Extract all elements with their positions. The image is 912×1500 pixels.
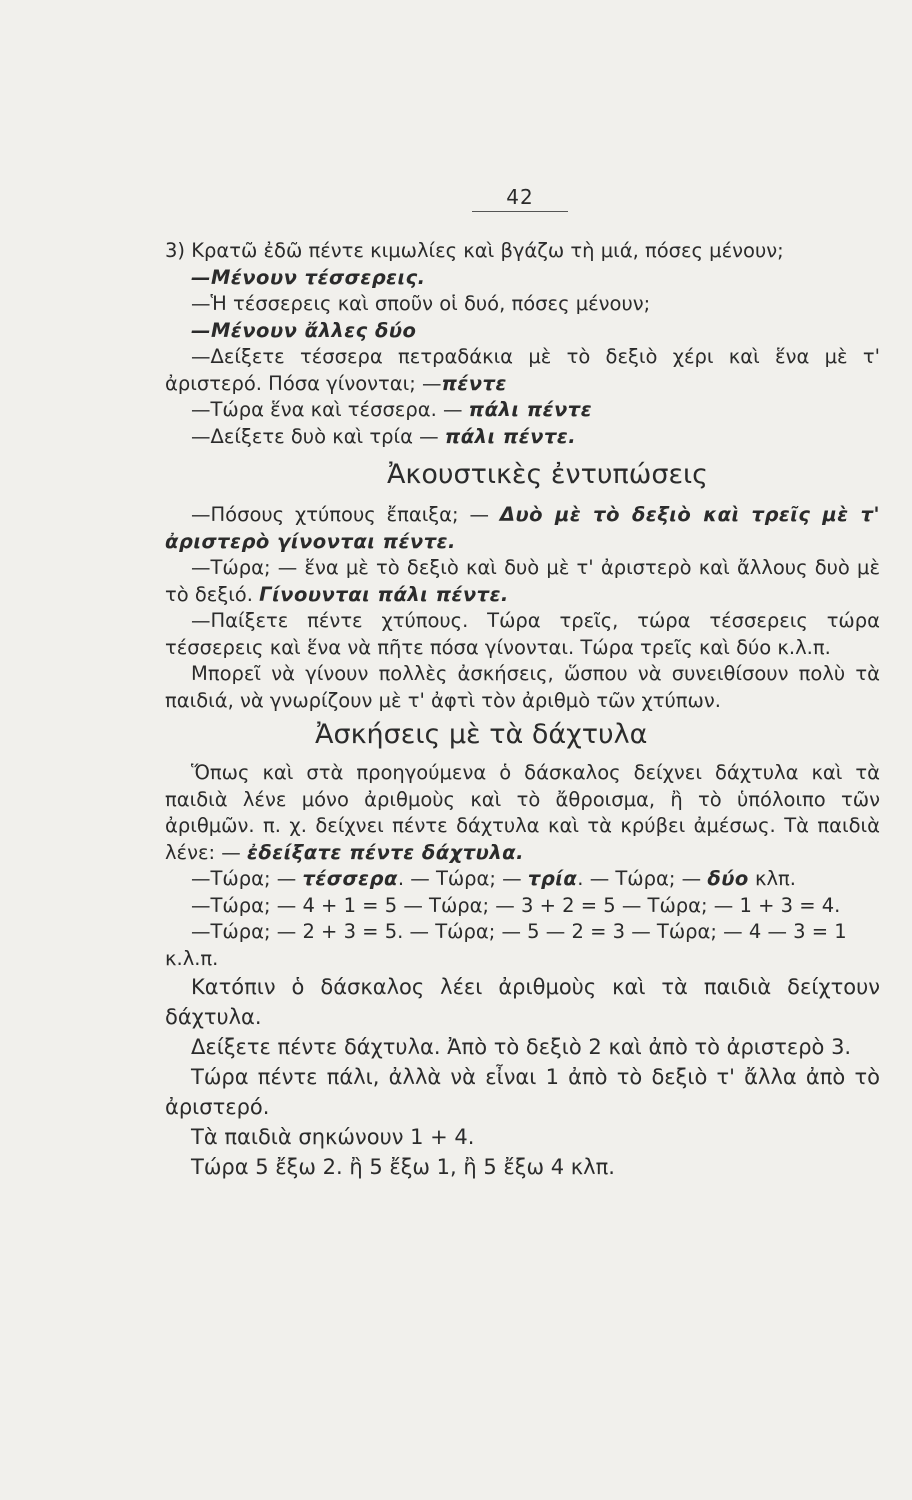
section-heading: Ἀκουστικὲς ἐντυπώσεις [386,459,709,490]
text-line: —Τώρα; — [191,867,303,890]
paragraph [165,291,880,318]
text-line: —Τώρα; — 2 + 3 = 5. — Τώρα; — 5 — 2 = 3 — Τώρα; — 4 — 3 = 1 [191,920,847,943]
section-heading: Ἀσκήσεις μὲ τὰ δάχτυλα [315,719,648,750]
text-line: . — Τώρα; — [577,867,708,890]
text-line: —Δείξετε δυὸ καὶ τρία — [191,424,445,448]
text-line: —Δείξετε τέσσερα πετραδάκια μὲ τὸ δεξιὸ χέρι καὶ ἕνα μὲ τ' ἀριστερό. Πόσα γίνονται; — [165,345,880,395]
page-number: 42 [472,185,568,212]
answer-text: —Μένουν τέσσερεις. [191,265,426,289]
answer-text: τέσσερα [302,867,398,890]
paragraph [165,397,880,424]
paragraph [165,555,880,608]
answer-text: Δυὸ μὲ τὸ δεξιὸ καὶ τρεῖς μὲ τ' ἀριστερὸ γίνονται πέντε. [165,503,881,553]
paragraph [165,1152,880,1182]
paragraph [165,424,880,451]
text-line: —Τώρα ἕνα καὶ τέσσερα. — [191,398,469,421]
paragraph [165,893,880,920]
paragraph [165,238,880,265]
answer-text: πάλι πέντε. [444,424,577,448]
paragraph [165,760,880,866]
paragraph [165,318,880,345]
answer-text: τρία [527,867,578,890]
page-body [165,238,880,1182]
text-line: Δείξετε πέντε δάχτυλα. Ἀπὸ τὸ δεξιὸ 2 καὶ ἀπὸ τὸ ἀριστερὸ 3. [191,1035,852,1059]
text-line: —Ἡ τέσσερεις καὶ σποῦν οἱ δυό, πόσες μένουν; [191,292,651,315]
answer-text: —Μένουν ἄλλες δύο [191,318,417,342]
answer-text: ἐδείξατε πέντε δάχτυλα. [246,840,524,864]
text-line: —Παίξετε πέντε χτύπους. Τώρα τρεῖς, τώρα τέσσερεις τώρα τέσσερεις καὶ ἕνα νὰ πῆτε πόσα γίνονται. Τώρα τρεῖς καὶ δύο κ.λ.π. [165,609,880,659]
paragraph [165,502,880,555]
paragraph [165,919,880,946]
answer-text: πάλι πέντε [468,398,593,421]
text-line: κ.λ.π. [165,946,219,970]
text-line: Μπορεῖ νὰ γίνουν πολλὲς ἀσκήσεις, ὥσπου νὰ συνειθίσουν πολὺ τὰ παιδιά, νὰ γνωρίζουν μὲ τ' ἀφτὶ τὸν ἀριθμὸ τῶν χτύπων. [165,662,880,712]
paragraph [165,265,880,292]
text-line: Ὅπως καὶ στὰ προηγούμενα ὁ δάσκαλος δείχνει δάχτυλα καὶ τὰ παιδιὰ λένε μόνο ἀριθμοὺς καὶ τὸ ἄθροισμα, ἢ τὸ ὑπόλοιπο τῶν ἀριθμῶν. π. χ. δείχνει πέντε δάχτυλα καὶ τὰ κρύβει ἀμέσως. Τὰ παιδιὰ λένε: — [165,761,880,864]
answer-text: Γίνουνται πάλι πέντε. [259,582,509,606]
text-line: Κατόπιν ὁ δάσκαλος λέει ἀριθμοὺς καὶ τὰ παιδιὰ δείχτουν δάχτυλα. [165,975,880,1029]
paragraph [165,344,880,397]
text-line: Τὰ παιδιὰ σηκώνουν 1 + 4. [191,1125,475,1149]
text-line: —Τώρα; — ἕνα μὲ τὸ δεξιὸ καὶ δυὸ μὲ τ' ἀριστερὸ καὶ ἄλλους δυὸ μὲ τὸ δεξιό. [165,556,880,606]
text-line: —Πόσους χτύπους ἔπαιξα; — [191,503,500,526]
answer-text: δύο [707,867,749,890]
text-line: Τώρα 5 ἔξω 2. ἢ 5 ἔξω 1, ἢ 5 ἔξω 4 κλπ. [191,1155,615,1179]
text-line: 3) Κρατῶ ἐδῶ πέντε κιμωλίες καὶ βγάζω τὴ μιά, πόσες μένουν; [165,239,784,262]
paragraph [165,946,880,973]
paragraph [165,661,880,714]
paragraph [165,972,880,1032]
text-line: . — Τώρα; — [397,867,528,890]
paragraph [165,1062,880,1122]
text-line: κλπ. [748,867,796,890]
paragraph [165,608,880,661]
paragraph [165,1032,880,1062]
paragraph [165,866,880,893]
text-line: Τώρα πέντε πάλι, ἀλλὰ νὰ εἶναι 1 ἀπὸ τὸ δεξιὸ τ' ἄλλα ἀπὸ τὸ ἀριστερό. [165,1065,880,1119]
paragraph [165,1122,880,1152]
answer-text: πέντε [441,371,507,395]
text-line: —Τώρα; — 4 + 1 = 5 — Τώρα; — 3 + 2 = 5 — Τώρα; — 1 + 3 = 4. [191,893,841,917]
